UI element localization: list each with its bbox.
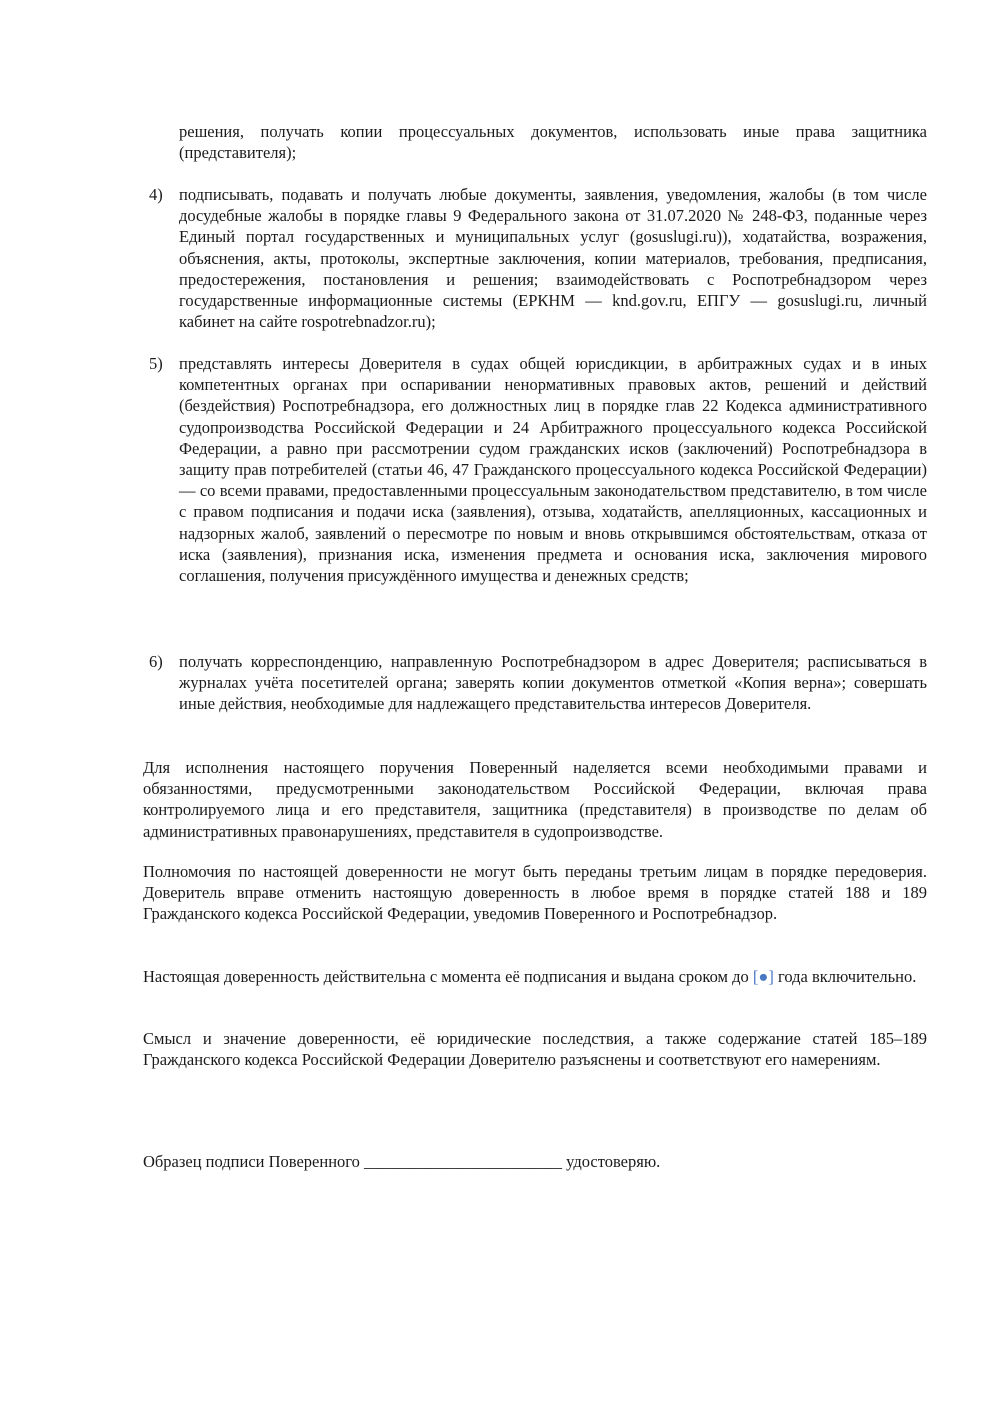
no-delegation-paragraph: Полномочия по настоящей доверенности не могут быть переданы третьим лицам в порядке передоверия. Доверитель вправе отменить настоящую доверенность в любое время в порядке статей 188 и 189 Гражданского кодекса Российской Федерации, уведомив Поверенного и Роспотребнадзор. <box>143 862 927 924</box>
list-item-5 <box>145 353 927 586</box>
meaning-paragraph: Смысл и значение доверенности, её юридические последствия, а также содержание статей 185–189 Гражданского кодекса Российской Федерации Доверителю разъяснены и соответствуют его намерениям. <box>143 1029 927 1070</box>
continuation-paragraph: решения, получать копии процессуальных документов, использовать иные права защитника (представителя); <box>179 122 927 163</box>
signature-certify: удостоверяю. <box>566 1152 661 1171</box>
list-item-text: подписывать, подавать и получать любые документы, заявления, уведомления, жалобы (в том числе досудебные жалобы в порядке главы 9 Федерального закона от 31.07.2020 № 248-ФЗ, поданные через Единый портал государственных и муниципальных услуг (gosuslugi.ru)), ходатайства, возражения, объяснения, акты, протоколы, экспертные заключения, копии материалов, требования, предписания, предостережения, постановления и решения; взаимодействовать с Роспотребнадзором через государственные информационные системы (ЕРКНМ — knd.gov.ru, ЕПГУ — gosuslugi.ru, личный кабинет на сайте rospotrebnadzor.ru); <box>179 185 927 332</box>
signature-line <box>143 1151 927 1172</box>
validity-text-before: Настоящая доверенность действительна с момента её подписания и выдана сроком до <box>143 967 753 986</box>
list-item-text: представлять интересы Доверителя в судах общей юрисдикции, в арбитражных судах и в иных компетентных органах при оспаривании ненормативных правовых актов, решений и действий (бездействия) Роспотребнадзора, его должностных лиц в порядке глав 22 Кодекса административного судопроизводства Российской Федерации и 24 Арбитражного процессуального кодекса Российской Федерации, а равно при рассмотрении судом гражданских исков (заключений) Роспотребнадзора в защиту прав потребителей (статьи 46, 47 Гражданского процессуального кодекса Российской Федерации) — со всеми правами, предоставленными процессуальным законодательством представителю, в том числе с правом подписания и подачи иска (заявления), отзыва, ходатайств, апелляционных, кассационных и надзорных жалоб, заявлений о пересмотре по новым и вновь открывшимся обстоятельствам, отказа от иска (заявления), признания иска, изменения предмета и основания иска, заключения мирового соглашения, получения присуждённого имущества и денежных средств; <box>179 354 927 586</box>
list-item-4 <box>145 184 927 332</box>
signature-blank: ________________________ <box>364 1152 563 1171</box>
signature-label: Образец подписи Поверенного <box>143 1152 360 1171</box>
date-placeholder: [●] <box>752 967 774 986</box>
validity-text-after: года включительно. <box>773 967 917 986</box>
list-item-number: 5) <box>149 354 163 373</box>
powers-paragraph: Для исполнения настоящего поручения Поверенный наделяется всеми необходимыми правами и обязанностями, предусмотренными законодательством Российской Федерации, включая права контролируемого лица и его представителя, защитника (представителя) в производстве по делам об административных правонарушениях, представителя в судопроизводстве. <box>143 758 927 841</box>
list-item-number: 6) <box>149 652 163 671</box>
list-item-number: 4) <box>149 185 163 204</box>
list-item-text: получать корреспонденцию, направленную Роспотребнадзором в адрес Доверителя; расписываться в журналах учёта посетителей органа; заверять копии документов отметкой «Копия верна»; совершать иные действия, необходимые для надлежащего представительства интересов Доверителя. <box>179 652 927 714</box>
list-item-6 <box>145 651 927 715</box>
validity-paragraph <box>143 966 927 987</box>
